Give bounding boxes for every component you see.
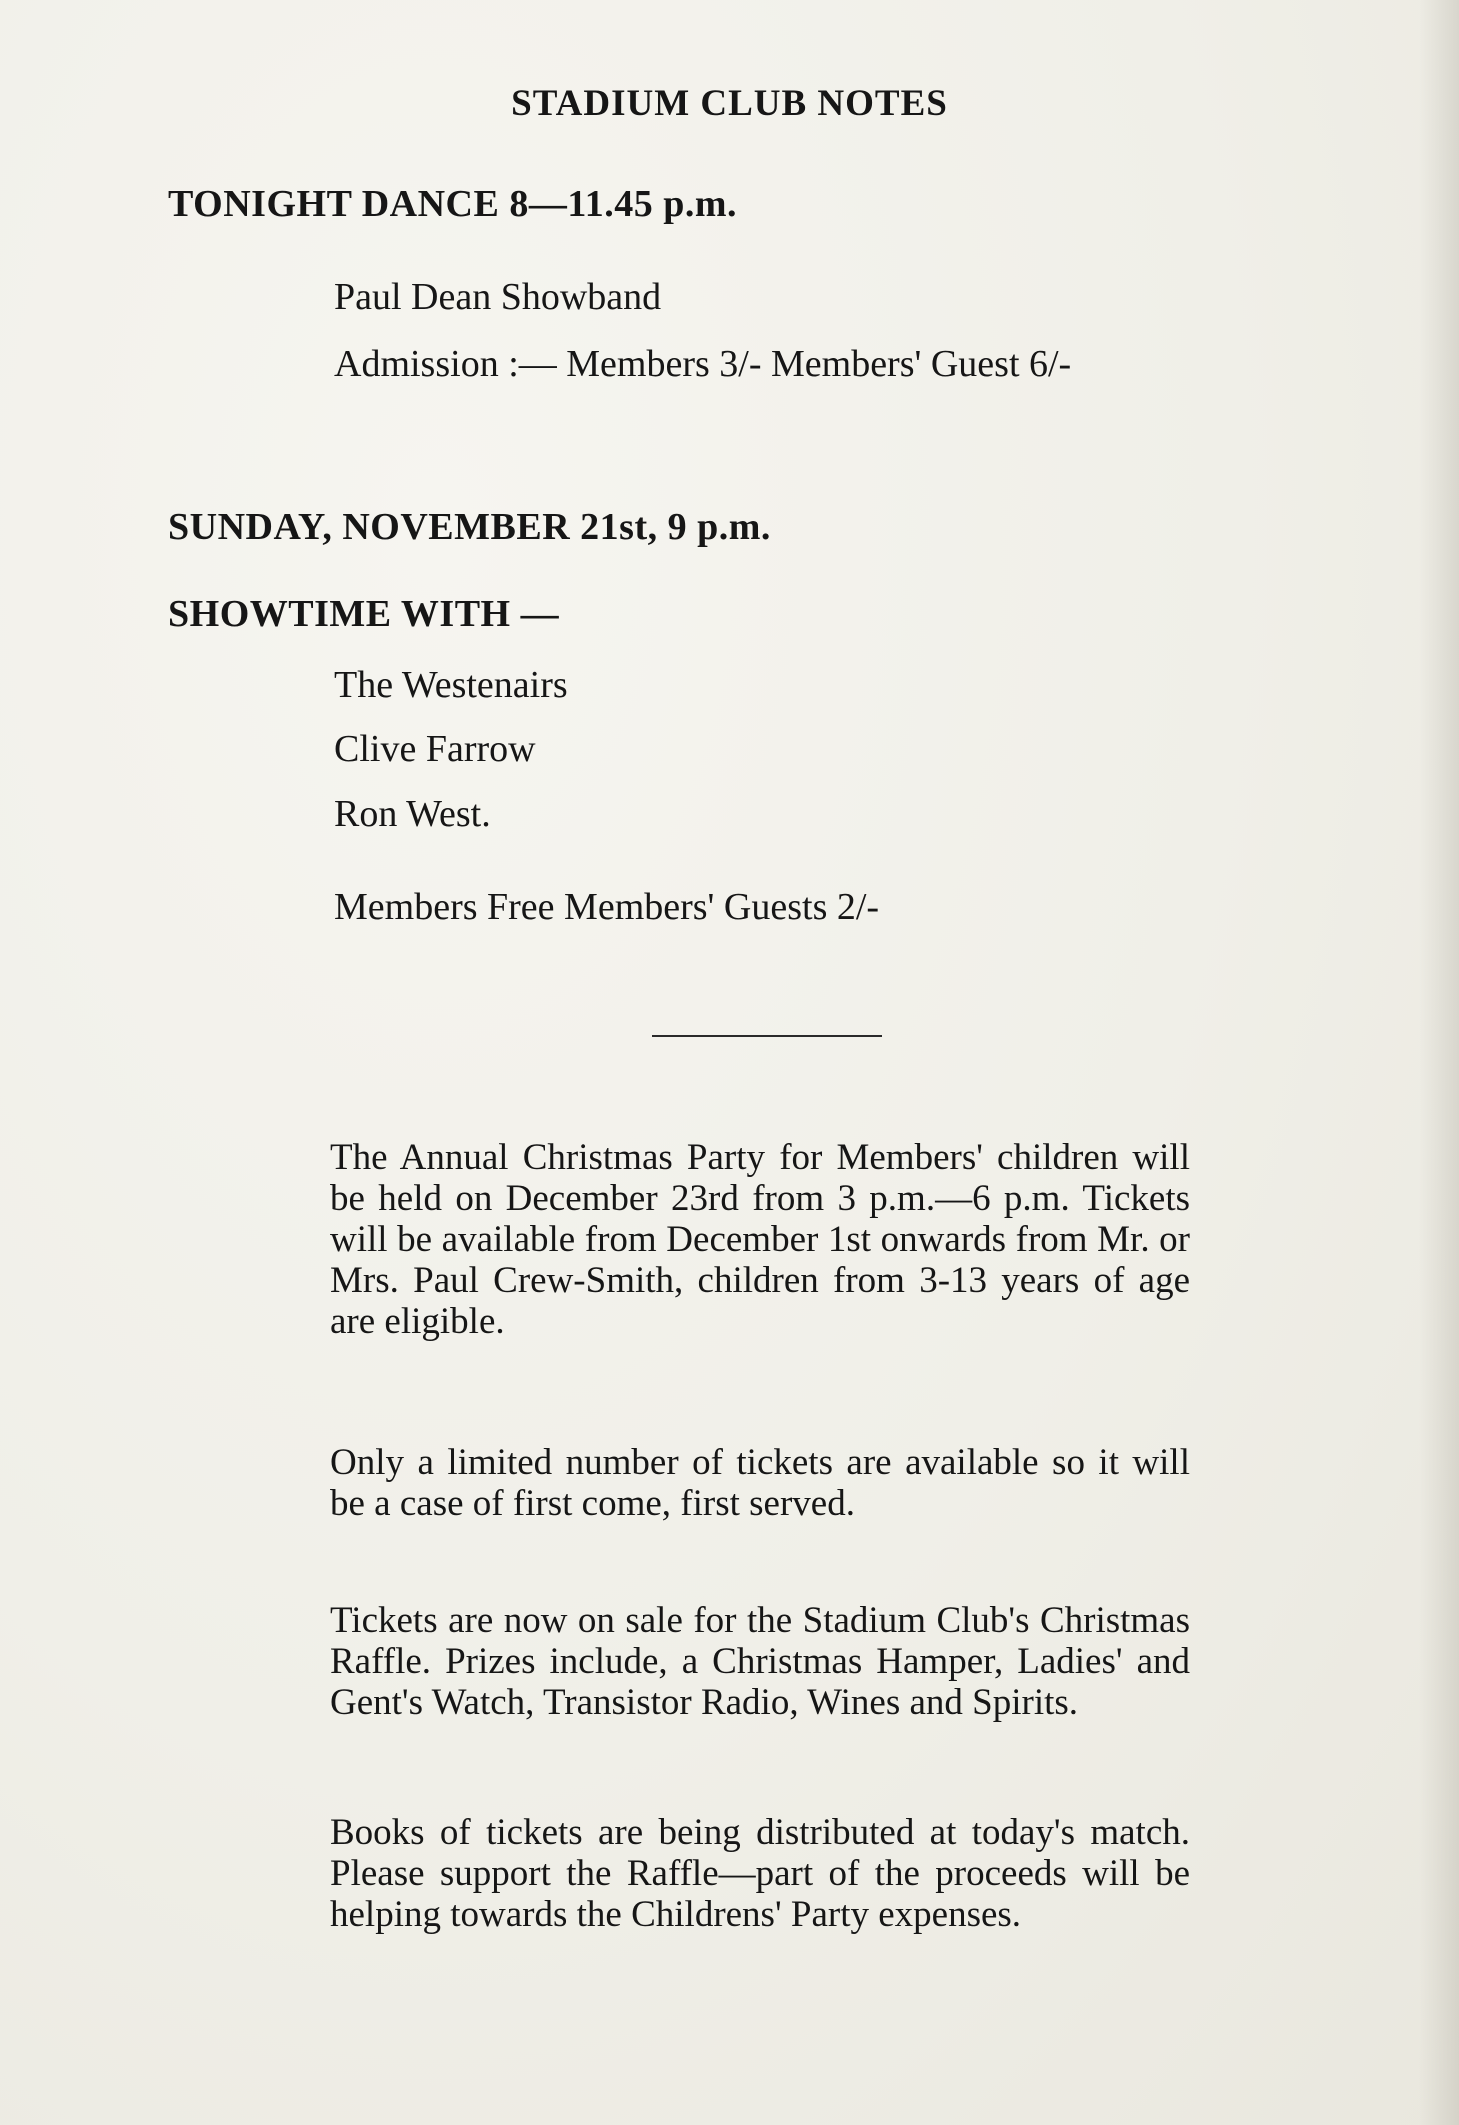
dance-admission: Admission :— Members 3/- Members' Guest 6/-: [334, 343, 1072, 385]
sunday-heading: SUNDAY, NOVEMBER 21st, 9 p.m.: [168, 506, 771, 548]
show-admission: Members Free Members' Guests 2/-: [334, 886, 880, 928]
page-title: STADIUM CLUB NOTES: [511, 83, 948, 124]
raffle-notice: Tickets are now on sale for the Stadium Club's Christmas Raffle. Prizes include, a Christmas Hamper, Ladies' and Gent's Watch, Transistor Radio, Wines and Spirits.: [330, 1600, 1190, 1723]
band-name: Paul Dean Showband: [334, 276, 662, 318]
limited-tickets-notice: Only a limited number of tickets are available so it will be a case of first come, first served.: [330, 1442, 1190, 1524]
page-edge-shadow: [1419, 0, 1459, 2125]
section-divider: [652, 1035, 882, 1037]
christmas-party-notice: The Annual Christmas Party for Members' children will be held on December 23rd from 3 p.m.—6 p.m. Tickets will be available from December 1st onwards from Mr. or Mrs. Paul Crew-Smith, children from 3-13 years of age are eligible.: [330, 1137, 1190, 1342]
raffle-books-notice: Books of tickets are being distributed at today's match. Please support the Raffle—part of the proceeds will be helping towards the Childrens' Party expenses.: [330, 1812, 1190, 1935]
tonight-heading: TONIGHT DANCE 8—11.45 p.m.: [168, 183, 738, 225]
act-item: The Westenairs: [334, 664, 568, 706]
act-item: Clive Farrow: [334, 728, 536, 770]
act-item: Ron West.: [334, 793, 491, 835]
showtime-heading: SHOWTIME WITH —: [168, 593, 560, 635]
